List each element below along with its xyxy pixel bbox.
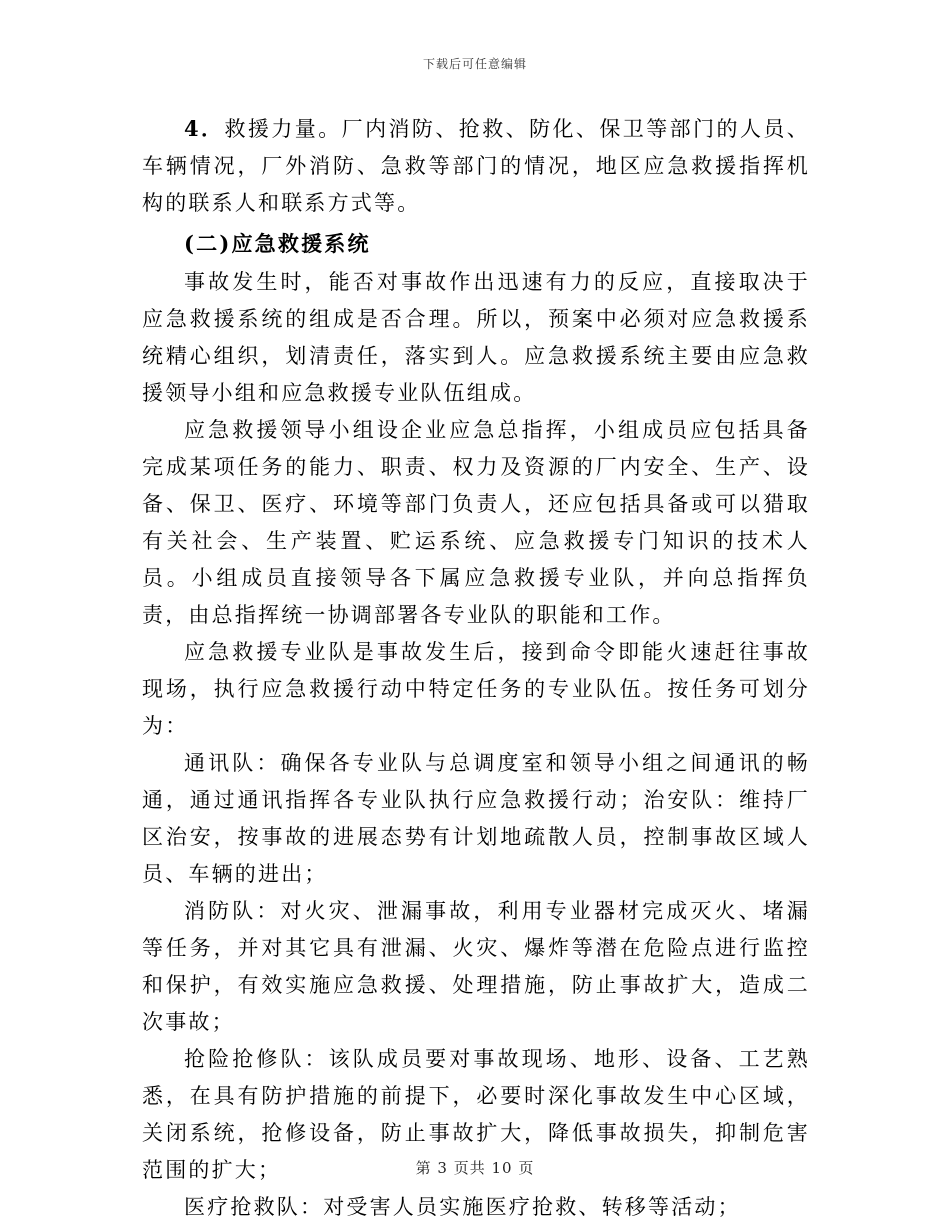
paragraph-professional-teams: 应急救援专业队是事故发生后，接到命令即能火速赶往事故现场，执行应急救援行动中特定任务的专业队伍。按任务可划分为：	[142, 640, 810, 738]
paragraph-text: 救援力量。厂内消防、抢救、防化、保卫等部门的人员、车辆情况，厂外消防、急救等部门的情况，地区应急救援指挥机构的联系人和联系方式等。	[142, 117, 811, 215]
paragraph-communication-security: 通讯队：确保各专业队与总调度室和领导小组之间通讯的畅通，通过通讯指挥各专业队执行应急救援行动；治安队：维持厂区治安，按事故的进展态势有计划地疏散人员，控制事故区域人员、车辆的进出；	[142, 751, 810, 886]
document-body	[142, 110, 810, 1226]
paragraph-leadership-group: 应急救援领导小组设企业应急总指挥，小组成员应包括具备完成某项任务的能力、职责、权力及资源的厂内安全、生产、设备、保卫、医疗、环境等部门负责人，还应包括具备或可以猎取有关社会、生产装置、贮运系统、应急救援专门知识的技术人员。小组成员直接领导各下属应急救援专业队，并向总指挥负责，由总指挥统一协调部署各专业队的职能和工作。	[142, 418, 810, 627]
paragraph-fire-team: 消防队：对火灾、泄漏事故，利用专业器材完成灭火、堵漏等任务，并对其它具有泄漏、火灾、爆炸等潜在危险点进行监控和保护，有效实施应急救援、处理措施，防止事故扩大，造成二次事故；	[142, 899, 810, 1034]
paragraph-medical-team: 医疗抢救队：对受害人员实施医疗抢救、转移等活动；	[184, 1195, 741, 1219]
page-header: 下载后可任意编辑	[422, 57, 527, 71]
item-number: 4．	[184, 116, 225, 141]
page-number: 第 3 页共 10 页	[415, 1159, 535, 1177]
paragraph-repair-team: 抢险抢修队：该队成员要对事故现场、地形、设备、工艺熟悉，在具有防护措施的前提下，必要时深化事故发生中心区域，关闭系统，抢修设备，防止事故扩大，降低事故损失，抑制危害范围的扩大；	[142, 1047, 810, 1182]
paragraph-rescue-forces	[142, 110, 810, 222]
section-heading: (二)应急救援系统	[184, 231, 371, 256]
paragraph-system-overview: 事故发生时，能否对事故作出迅速有力的反应，直接取决于应急救援系统的组成是否合理。所以，预案中必须对应急救援系统精心组织，划清责任，落实到人。应急救援系统主要由应急救援领导小组和应急救援专业队伍组成。	[142, 270, 810, 405]
